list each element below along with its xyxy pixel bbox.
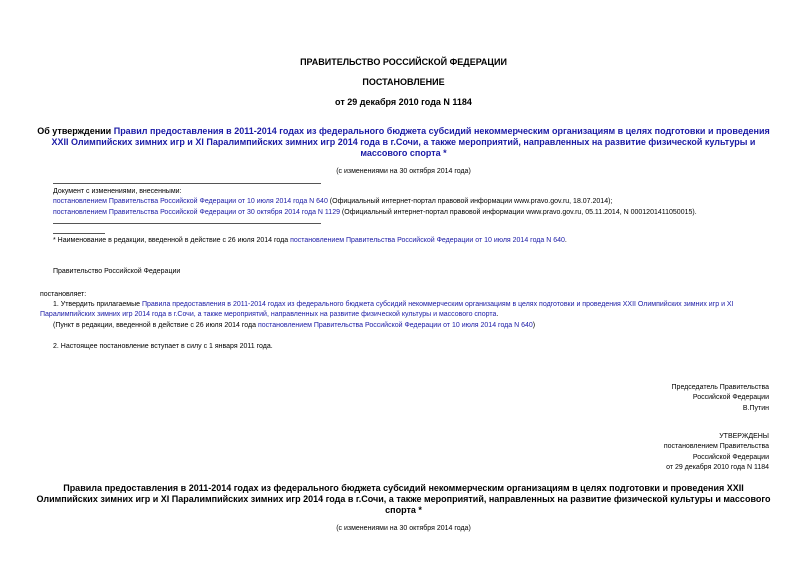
divider (53, 223, 321, 224)
approved-line3: Российской Федерации (692, 454, 769, 461)
document-type: ПОСТАНОВЛЕНИЕ (362, 77, 445, 87)
amendments-intro: Документ с изменениями, внесенными: (53, 188, 182, 195)
paragraph-1-start: 1. Утвердить прилагаемые (53, 301, 142, 308)
rules-title-line2: Олимпийских зимних игр и XI Паралимпийских зимних игр 2014 года в г.Сочи, а также мероприятий, направленных на развитие физической культуры и массового (36, 494, 771, 504)
rules-title (0, 483, 807, 516)
paragraph-2: 2. Настоящее постановление вступает в силу с 1 января 2011 года. (53, 343, 273, 350)
rules-title-line1: Правила предоставления в 2011-2014 годах из федерального бюджета субсидий некоммерческим организациям в целях подготовки и проведения XXII (63, 483, 744, 493)
footnote (53, 236, 567, 246)
amendment-2-text: (Официальный интернет-портал правовой информации www.pravo.gov.ru, 05.11.2014, N 0001201411050015). (339, 209, 697, 216)
document-title (0, 126, 807, 159)
paragraph-1-line1 (53, 300, 734, 310)
signature-line2: Российской Федерации (692, 394, 769, 401)
rules-title-line3: спорта * (385, 505, 422, 515)
amendment-2-link[interactable]: постановлением Правительства Российской Федерации от 30 октября 2014 года N 1129 (53, 209, 340, 216)
divider (53, 183, 321, 184)
document-date-number: от 29 декабря 2010 года N 1184 (335, 97, 472, 107)
title-rules-link-line3[interactable]: массового спорта * (360, 148, 447, 158)
paragraph-1-line2 (40, 310, 498, 320)
paragraph-1-note-end: ) (532, 322, 536, 329)
amendment-1-link[interactable]: постановлением Правительства Российской Федерации от 10 июля 2014 года N 640 (53, 198, 328, 205)
title-prefix: Об утверждении (37, 126, 114, 136)
paragraph-1-note-text: (Пункт в редакции, введенной в действие с 26 июля 2014 года (53, 322, 258, 329)
title-rules-link[interactable]: Правил предоставления в 2011-2014 годах из федерального бюджета субсидий некоммерческим организациям в целях подготовки и проведения (113, 126, 770, 136)
approved-line2: постановлением Правительства (663, 443, 769, 450)
amendment-item-1 (53, 197, 612, 207)
footnote-end: . (564, 237, 567, 244)
signature-name: В.Путин (742, 405, 769, 412)
paragraph-1-rules-link-cont[interactable]: Паралимпийских зимних игр 2014 года в г.Сочи, а также мероприятий, направленных на развитие физической культуры и массового спорта (40, 311, 497, 318)
paragraph-1-rules-link[interactable]: Правила предоставления в 2011-2014 годах из федерального бюджета субсидий некоммерческим организациям в целях подготовки и проведения XXII Олимпийских зимних игр и XI (141, 301, 734, 308)
paragraph-1-end: . (496, 311, 499, 318)
signature-line1: Председатель Правительства (671, 384, 769, 391)
government-heading: ПРАВИТЕЛЬСТВО РОССИЙСКОЙ ФЕДЕРАЦИИ (300, 57, 507, 67)
footnote-divider (53, 233, 105, 234)
title-rules-link-line2[interactable]: XXII Олимпийских зимних игр и XI Паралимпийских зимних игр 2014 года в г.Сочи, а также мероприятий, направленных на развитие физической культуры и (51, 137, 756, 147)
amendment-item-2 (53, 208, 697, 218)
footnote-link[interactable]: постановлением Правительства Российской Федерации от 10 июля 2014 года N 640 (290, 237, 565, 244)
rules-changes-note: (с изменениями на 30 октября 2014 года) (336, 525, 471, 532)
approved-line4: от 29 декабря 2010 года N 1184 (666, 464, 769, 471)
paragraph-1-note-link[interactable]: постановлением Правительства Российской Федерации от 10 июля 2014 года N 640 (257, 322, 533, 329)
footnote-text: * Наименование в редакции, введенной в действие с 26 июля 2014 года (53, 237, 291, 244)
approved-line1: УТВЕРЖДЕНЫ (719, 433, 769, 440)
body-resolves: постановляет: (40, 291, 87, 298)
amendment-1-text: (Официальный интернет-портал правовой информации www.pravo.gov.ru, 18.07.2014); (327, 198, 613, 205)
body-government: Правительство Российской Федерации (53, 268, 181, 275)
changes-note: (с изменениями на 30 октября 2014 года) (336, 168, 471, 175)
paragraph-1-note (53, 321, 535, 331)
